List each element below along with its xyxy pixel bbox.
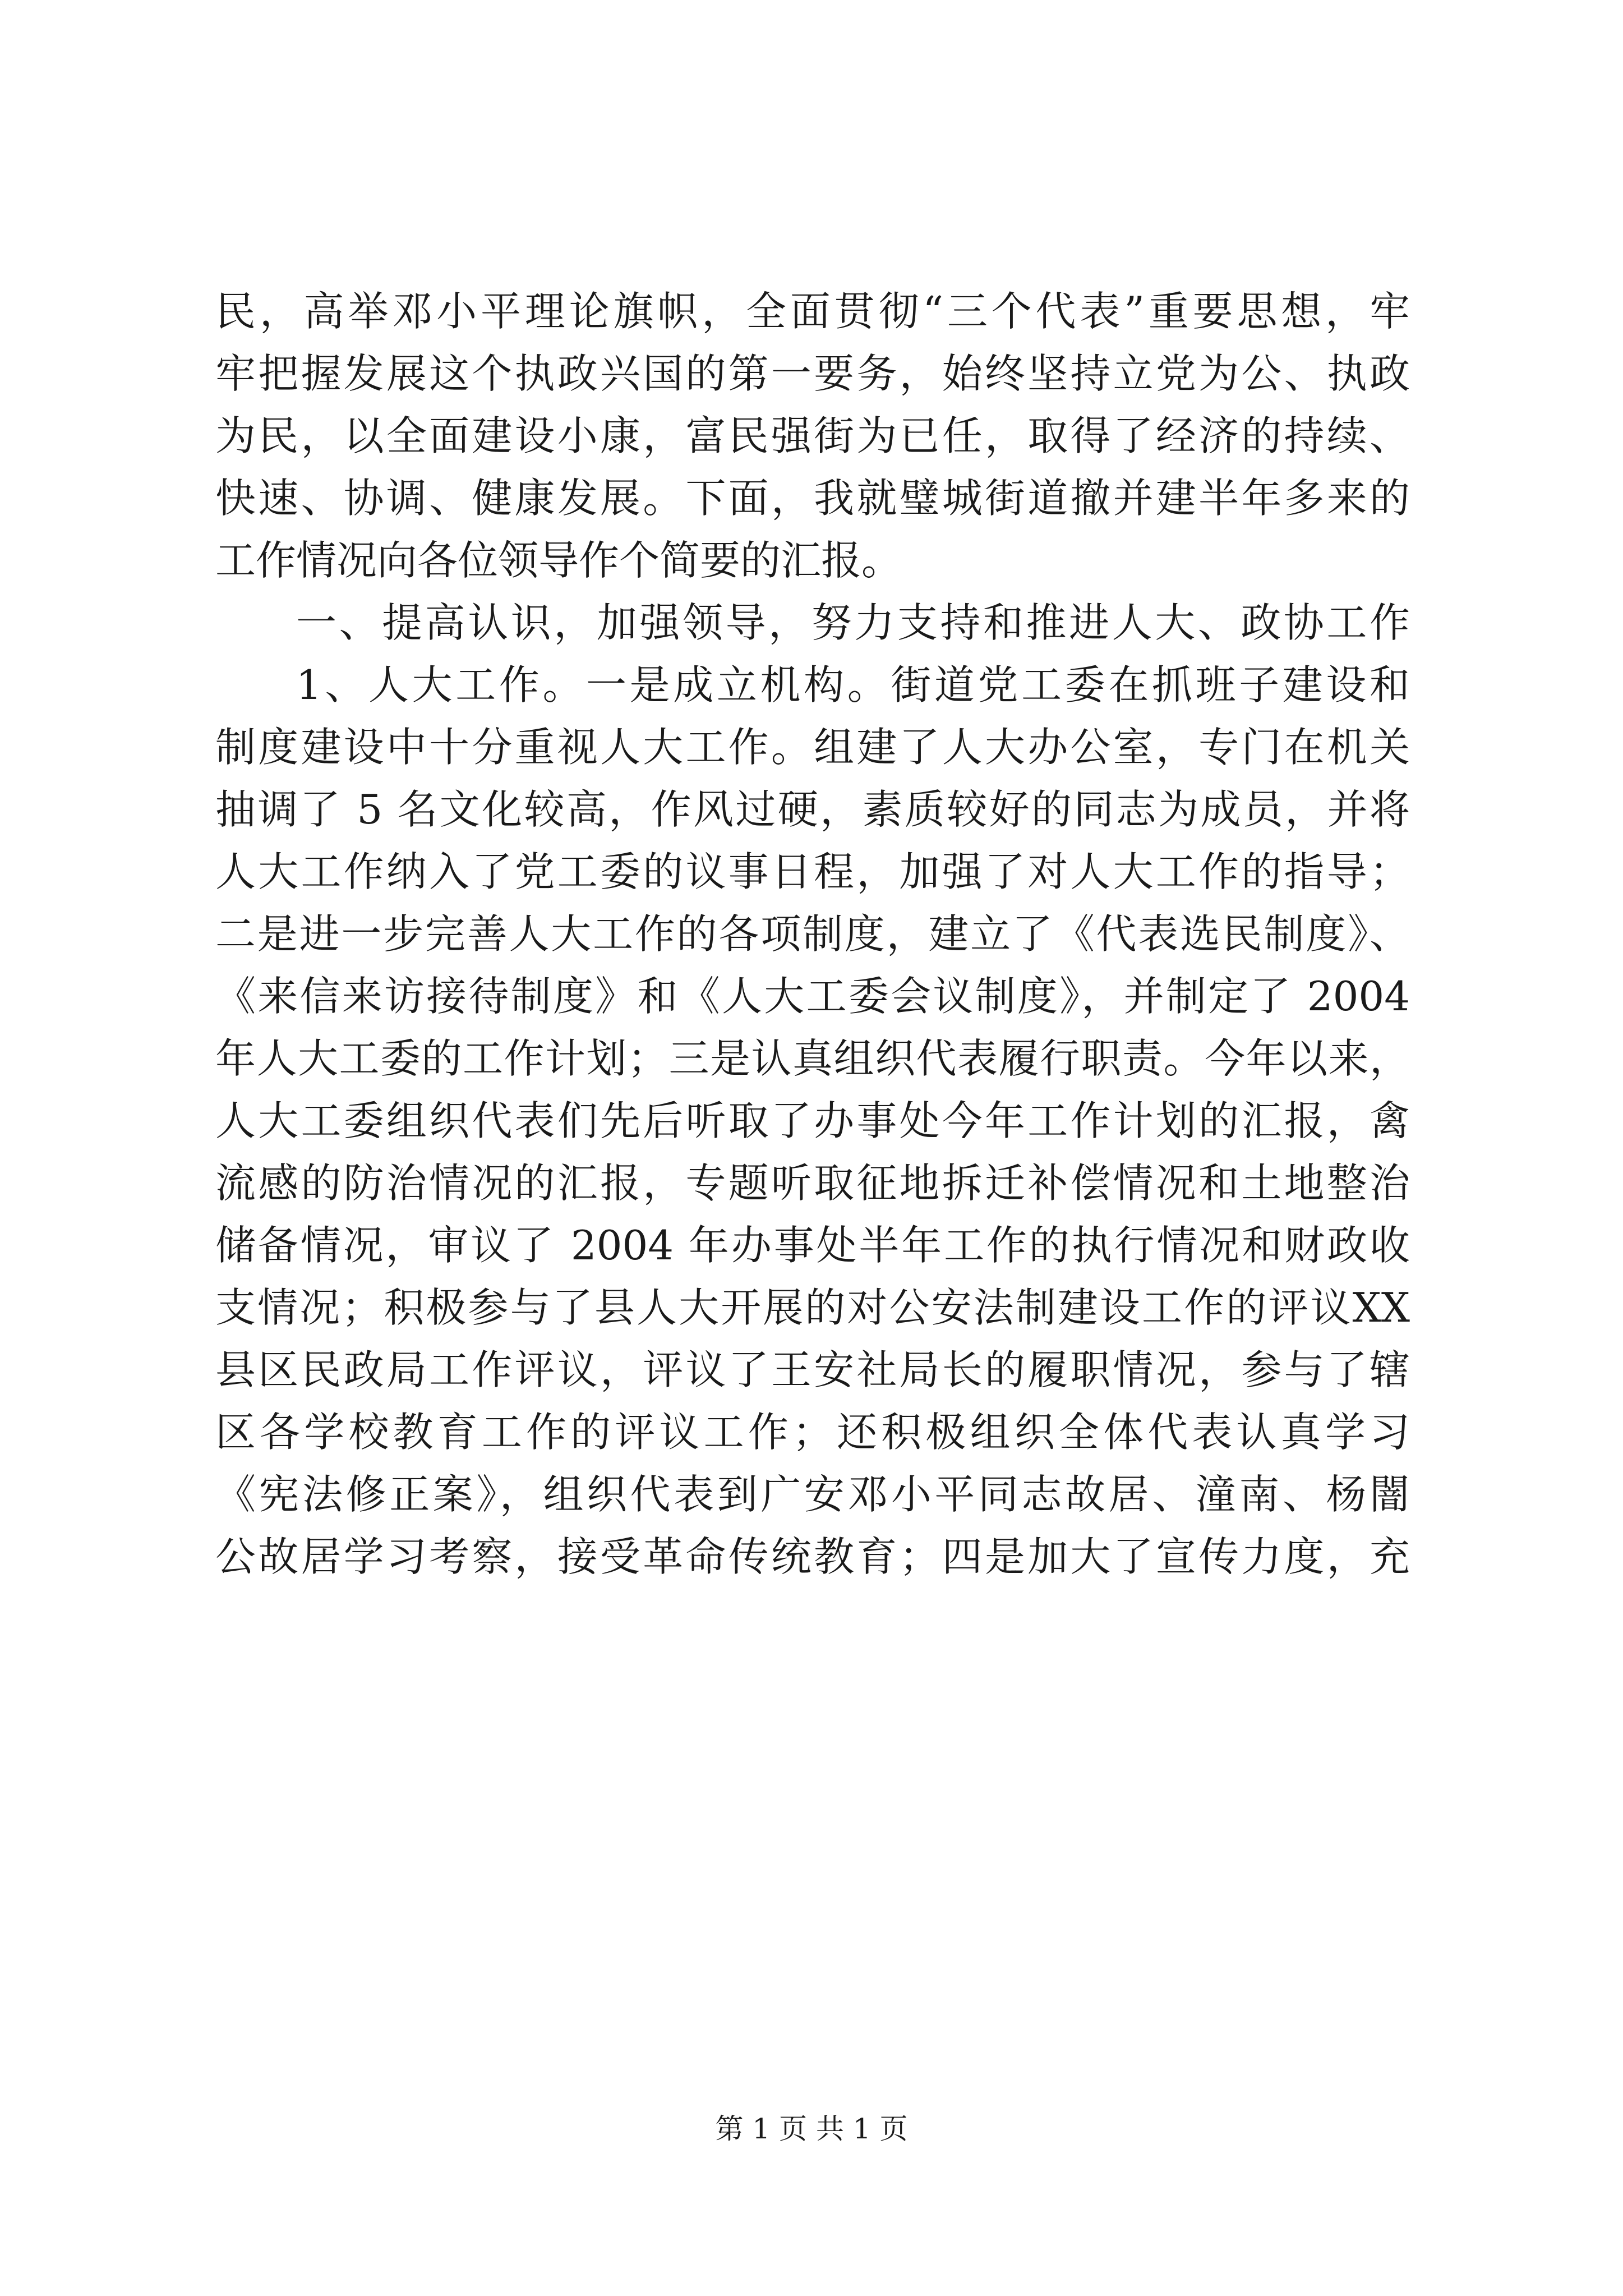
text-line: 《来信来访接待制度》和《人大工委会议制度》，并制定了 2004 xyxy=(215,973,1410,1020)
text-line: 人大工作纳入了党工委的议事日程，加强了对人大工作的指导； xyxy=(215,848,1410,895)
page-footer: 第 1 页 共 1 页 xyxy=(715,2113,908,2145)
text-line: 《宪法修正案》，组织代表到广安邓小平同志故居、潼南、杨闇 xyxy=(215,1471,1410,1518)
text-line: 工作情况向各位领导作个简要的汇报。 xyxy=(215,537,902,584)
text-line: 流感的防治情况的汇报，专题听取征地拆迁补偿情况和土地整治 xyxy=(215,1159,1410,1207)
text-line: 支情况；积极参与了县人大开展的对公安法制建设工作的评议XX xyxy=(215,1284,1410,1331)
text-line: 年人大工委的工作计划；三是认真组织代表履行职责。今年以来， xyxy=(215,1035,1410,1082)
section-heading: 一、提高认识，加强领导，努力支持和推进人大、政协工作 xyxy=(296,599,1410,646)
body-text xyxy=(215,280,1410,1588)
text-line: 快速、协调、健康发展。下面，我就璧城街道撤并建半年多来的 xyxy=(215,475,1410,522)
text-line: 二是进一步完善人大工作的各项制度，建立了《代表选民制度》、 xyxy=(215,910,1410,958)
text-line: 储备情况，审议了 2004 年办事处半年工作的执行情况和财政收 xyxy=(215,1222,1410,1269)
text-line: 为民，以全面建设小康，富民强街为已任，取得了经济的持续、 xyxy=(215,412,1410,459)
text-line: 民，高举邓小平理论旗帜，全面贯彻“三个代表”重要思想，牢 xyxy=(215,288,1410,335)
text-line: 区各学校教育工作的评议工作；还积极组织全体代表认真学习 xyxy=(215,1409,1410,1456)
text-line: 牢把握发展这个执政兴国的第一要务，始终坚持立党为公、执政 xyxy=(215,350,1410,397)
text-line: 人大工委组织代表们先后听取了办事处今年工作计划的汇报，禽 xyxy=(215,1097,1410,1144)
text-line: 公故居学习考察，接受革命传统教育；四是加大了宣传力度，充 xyxy=(215,1533,1410,1580)
text-line: 抽调了 5 名文化较高，作风过硬，素质较好的同志为成员，并将 xyxy=(215,786,1410,833)
text-line: 县区民政局工作评议，评议了王安社局长的履职情况，参与了辖 xyxy=(215,1346,1410,1393)
text-line: 1、人大工作。一是成立机构。街道党工委在抓班子建设和 xyxy=(296,661,1410,708)
text-line: 制度建设中十分重视人大工作。组建了人大办公室，专门在机关 xyxy=(215,724,1410,771)
